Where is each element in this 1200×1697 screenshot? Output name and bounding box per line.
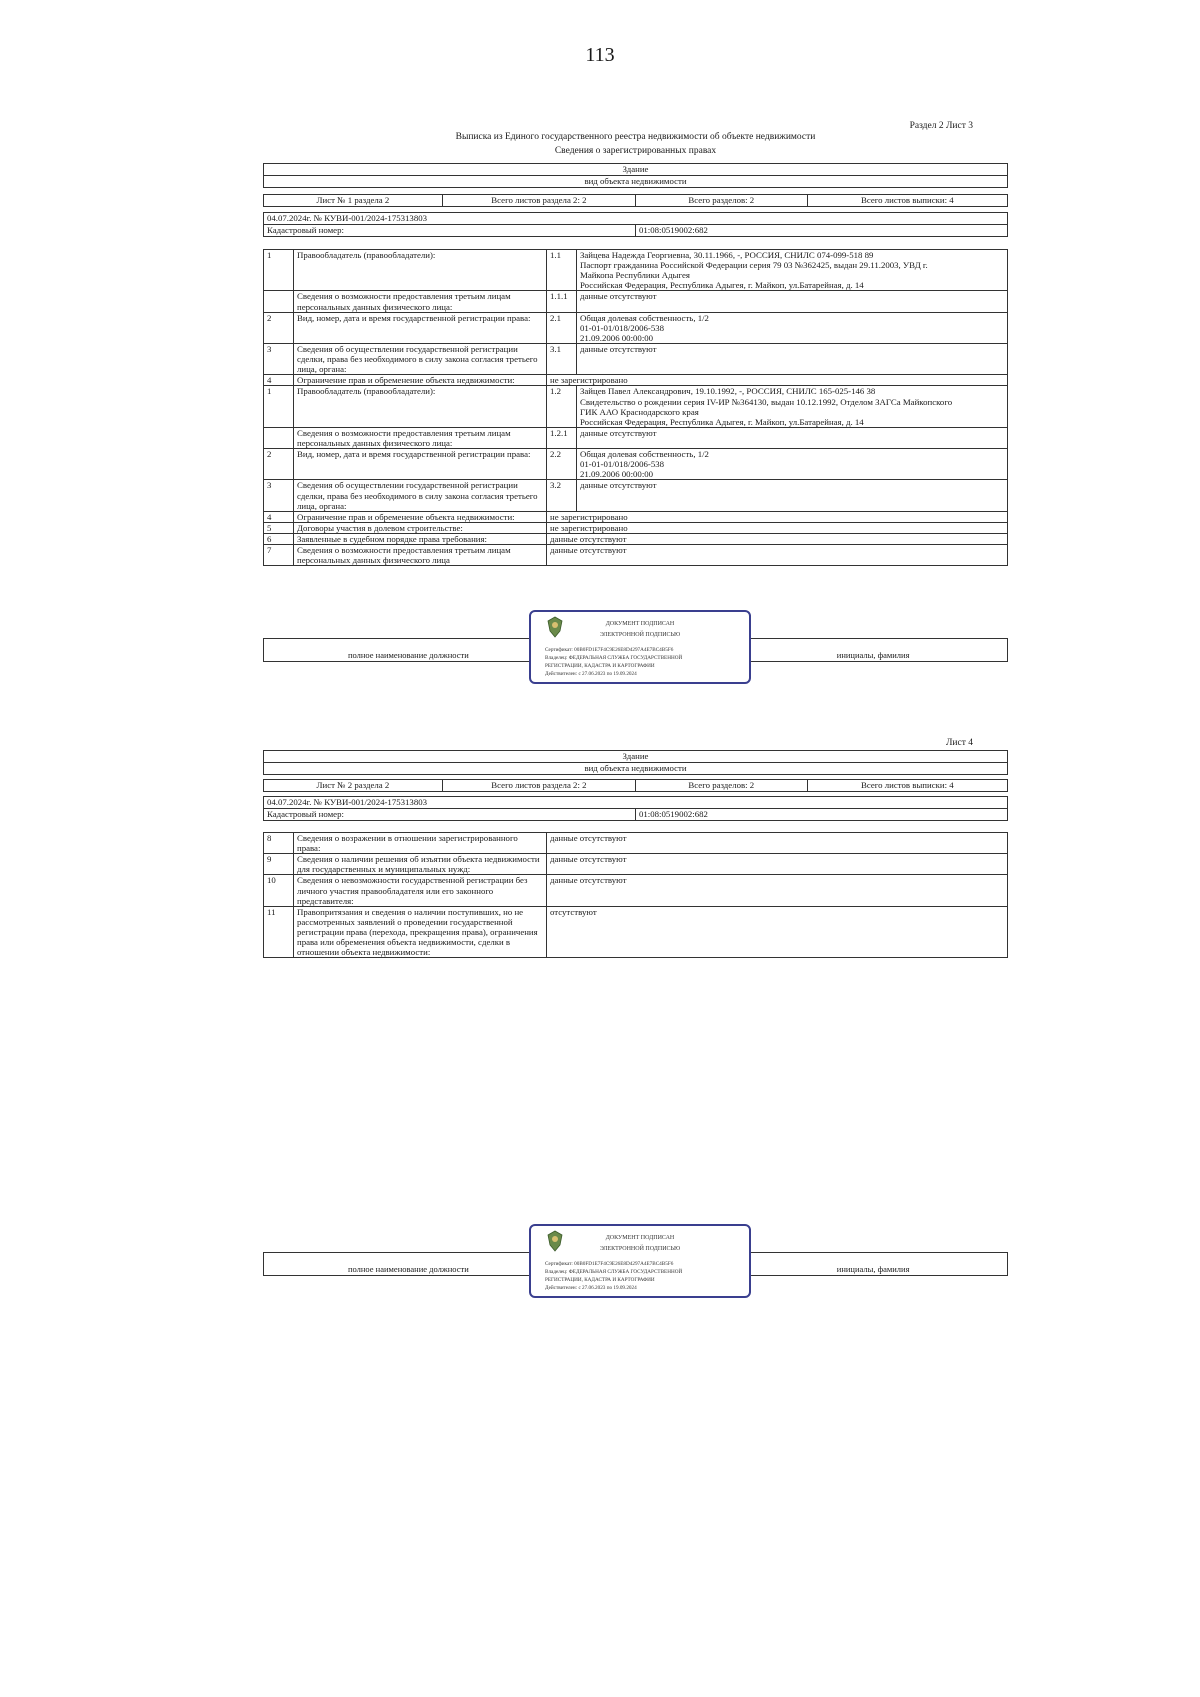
table-row: [264, 906, 1008, 958]
row-value-line: ГИК ААО Краснодарского края: [580, 406, 699, 417]
row-label: Сведения о наличии решения об изъятии объекта недвижимости для государственных и муниципальных нужд:: [294, 854, 547, 875]
row-code: 1.2.1: [547, 427, 577, 448]
sheet-info-cell: Всего разделов: 2: [635, 195, 807, 207]
row-value: данные отсутствуют: [547, 875, 1008, 906]
row-label: Заявленные в судебном порядке права требования:: [294, 533, 547, 544]
table-row: [264, 291, 1008, 312]
row-label: Сведения о возможности предоставления третьим лицам персональных данных физического лица: [294, 545, 547, 566]
row-label: Сведения о возможности предоставления третьим лицам персональных данных физического лица:: [294, 427, 547, 448]
row-value-line: данные отсутствуют: [580, 343, 657, 354]
row-value: отсутствуют: [547, 906, 1008, 958]
row-value: [547, 533, 1008, 544]
stamp-title: ДОКУМЕНТ ПОДПИСАН: [605, 1235, 675, 1241]
row-value-line: 21.09.2006 00:00:00: [580, 332, 654, 343]
row-label: Правообладатель (правообладатели):: [294, 250, 547, 291]
position-caption: полное наименование должности: [264, 1253, 554, 1276]
sheet3-cadastral-block: [263, 212, 1008, 237]
table-row: [264, 386, 1008, 427]
row-code: 3.2: [547, 480, 577, 511]
object-type-caption: вид объекта недвижимости: [264, 763, 1008, 775]
stamp-owner: РЕГИСТРАЦИИ, КАДАСТРА И КАРТОГРАФИИ: [545, 1277, 655, 1283]
table-row: [264, 854, 1008, 875]
stamp-title: ЭЛЕКТРОННОЙ ПОДПИСЬЮ: [599, 632, 681, 638]
table-row: [264, 833, 1008, 854]
row-value: данные отсутствуют: [547, 833, 1008, 854]
row-number: 6: [264, 533, 294, 544]
stamp-valid: Действителен: с 27.06.2023 по 19.09.2024: [545, 1285, 637, 1291]
row-code: 3.1: [547, 343, 577, 374]
sheet4-corner: Лист 4: [945, 738, 973, 748]
name-caption: инициалы, фамилия: [739, 639, 1008, 662]
table-row: [264, 511, 1008, 522]
row-label: Сведения об осуществлении государственной регистрации сделки, права без необходимого в силу закона согласия третьего лица, органа:: [294, 343, 547, 374]
row-value: [547, 375, 1008, 386]
sheet4-object-box: [263, 750, 1008, 775]
table-row: [264, 312, 1008, 343]
stamp-owner: РЕГИСТРАЦИИ, КАДАСТРА И КАРТОГРАФИИ: [545, 663, 655, 669]
row-value-line: данные отсутствуют: [580, 427, 657, 438]
row-value-line: 01-01-01/018/2006-538: [580, 459, 665, 470]
sheet4-rights-table: [263, 832, 1008, 958]
table-row: [264, 875, 1008, 906]
row-value: [577, 449, 1008, 480]
stamp-owner: Владелец: ФЕДЕРАЛЬНАЯ СЛУЖБА ГОСУДАРСТВЕННОЙ: [545, 655, 683, 661]
row-number: 5: [264, 522, 294, 533]
page-number: 113: [585, 44, 615, 66]
row-value-line: Паспорт гражданина Российской Федерации серия 79 03 №362425, выдан 29.11.2003, УВД г.: [580, 260, 928, 271]
row-value-line: данные отсутствуют: [550, 533, 627, 544]
row-number: 11: [264, 906, 294, 958]
row-value: [577, 386, 1008, 427]
sheet-info-cell: Всего листов выписки: 4: [807, 195, 1007, 207]
row-value-line: данные отсутствуют: [550, 545, 627, 556]
row-code: 1.2: [547, 386, 577, 427]
row-value: [547, 511, 1008, 522]
table-row: [264, 250, 1008, 291]
table-row: [264, 480, 1008, 511]
row-value-line: 01-01-01/018/2006-538: [580, 322, 665, 333]
row-label: Сведения об осуществлении государственной регистрации сделки, права без необходимого в силу закона согласия третьего лица, органа:: [294, 480, 547, 511]
row-number: 4: [264, 375, 294, 386]
row-number: 7: [264, 545, 294, 566]
row-value-line: данные отсутствуют: [580, 291, 657, 302]
row-value: [577, 343, 1008, 374]
row-label: Правообладатель (правообладатели):: [294, 386, 547, 427]
row-number: 3: [264, 343, 294, 374]
row-number: 2: [264, 449, 294, 480]
row-number: 1: [264, 386, 294, 427]
row-value-line: не зарегистрировано: [550, 522, 628, 533]
object-type: Здание: [264, 164, 1008, 176]
row-number: 9: [264, 854, 294, 875]
row-number: 4: [264, 511, 294, 522]
row-value-line: данные отсутствуют: [580, 480, 657, 491]
table-row: [264, 545, 1008, 566]
stamp-title: ЭЛЕКТРОННОЙ ПОДПИСЬЮ: [599, 1246, 681, 1252]
extract-title: Выписка из Единого государственного реестра недвижимости об объекте недвижимости: [455, 132, 816, 142]
sheet4-cadastral-block: [263, 796, 1008, 821]
sheet-info-cell: Всего листов раздела 2: 2: [442, 195, 635, 207]
row-value-line: Зайцева Надежда Георгиевна, 30.11.1966, -, РОССИЯ, СНИЛС 074-099-518 89: [580, 250, 874, 260]
table-row: [264, 343, 1008, 374]
sheet-info-cell: Лист № 1 раздела 2: [264, 195, 443, 207]
row-value-line: Свидетельство о рождении серия IV-ИР №364130, выдан 10.12.1992, Отделом ЗАГСа Майкопского: [580, 396, 953, 407]
e-signature-stamp: [529, 1224, 751, 1298]
row-number: 10: [264, 875, 294, 906]
sheet-info-cell: Лист № 2 раздела 2: [264, 780, 443, 792]
row-value-line: не зарегистрировано: [550, 375, 628, 386]
row-label: Сведения о невозможности государственной регистрации без личного участия правообладателя или его законного представителя:: [294, 875, 547, 906]
row-label: Вид, номер, дата и время государственной регистрации права:: [294, 312, 547, 343]
row-code: 2.1: [547, 312, 577, 343]
position-caption: полное наименование должности: [264, 639, 554, 662]
row-code: 1.1.1: [547, 291, 577, 312]
row-value-line: Общая долевая собственность, 1/2: [580, 449, 709, 460]
sheet3-corner: Раздел 2 Лист 3: [909, 121, 973, 131]
row-value: [547, 545, 1008, 566]
row-label: Сведения о возможности предоставления третьим лицам персональных данных физического лица:: [294, 291, 547, 312]
table-row: [264, 533, 1008, 544]
row-number: [264, 291, 294, 312]
stamp-valid: Действителен: с 27.06.2023 по 19.09.2024: [545, 671, 637, 677]
row-value-line: Общая долевая собственность, 1/2: [580, 312, 709, 323]
sheet-info-cell: Всего разделов: 2: [635, 780, 807, 792]
cadastral-number: 01:08:0519002:682: [636, 809, 1008, 821]
object-type: Здание: [264, 751, 1008, 763]
extract-date-number: 04.07.2024г. № КУВИ-001/2024-175313803: [264, 213, 1008, 225]
row-code: 2.2: [547, 449, 577, 480]
row-label: Сведения о возражении в отношении зарегистрированного права:: [294, 833, 547, 854]
cadastral-label: Кадастровый номер:: [264, 225, 636, 237]
sheet-info-cell: Всего листов раздела 2: 2: [442, 780, 635, 792]
row-value: [547, 522, 1008, 533]
row-value: [577, 291, 1008, 312]
row-label: Правопритязания и сведения о наличии поступивших, но не рассмотренных заявлений о проведении государственной регистрации права (перехода, прекращения права), ограничения права или обременения объекта недвижимости, сделки в отношении объекта недвижимости:: [294, 906, 547, 958]
sheet3-rights-table: [263, 249, 1008, 566]
row-value-line: не зарегистрировано: [550, 511, 628, 522]
row-label: Договоры участия в долевом строительстве:: [294, 522, 547, 533]
row-value: [577, 250, 1008, 291]
table-row: [264, 449, 1008, 480]
sheet3-sheet-info: [263, 194, 1008, 207]
row-value: [577, 427, 1008, 448]
stamp-owner: Владелец: ФЕДЕРАЛЬНАЯ СЛУЖБА ГОСУДАРСТВЕННОЙ: [545, 1269, 683, 1275]
row-value-line: Майкопа Республики Адыгея: [580, 270, 690, 281]
e-signature-stamp: [529, 610, 751, 684]
row-value: [577, 312, 1008, 343]
cadastral-number: 01:08:0519002:682: [636, 225, 1008, 237]
extract-date-number: 04.07.2024г. № КУВИ-001/2024-175313803: [264, 797, 1008, 809]
row-value-line: Зайцев Павел Александрович, 19.10.1992, -, РОССИЯ, СНИЛС 165-025-146 38: [580, 386, 876, 397]
object-type-caption: вид объекта недвижимости: [264, 176, 1008, 188]
row-number: 1: [264, 250, 294, 291]
table-row: [264, 427, 1008, 448]
row-label: Ограничение прав и обременение объекта недвижимости:: [294, 375, 547, 386]
row-number: 2: [264, 312, 294, 343]
stamp-cert: Сертификат: 00B0FD1E7F4C9E26E8D4297A4E7BC4B5F6: [545, 1261, 674, 1267]
stamp-title: ДОКУМЕНТ ПОДПИСАН: [605, 621, 675, 627]
sheet4-sheet-info: [263, 779, 1008, 792]
row-label: Вид, номер, дата и время государственной регистрации права:: [294, 449, 547, 480]
row-label: Ограничение прав и обременение объекта недвижимости:: [294, 511, 547, 522]
row-value-line: Российская Федерация, Республика Адыгея, г. Майкоп, ул.Батарейная, д. 14: [580, 416, 864, 427]
table-row: [264, 375, 1008, 386]
sheet-info-cell: Всего листов выписки: 4: [807, 780, 1007, 792]
stamp-cert: Сертификат: 00B0FD1E7F4C9E26E8D4297A4E7BC4B5F6: [545, 647, 674, 653]
cadastral-label: Кадастровый номер:: [264, 809, 636, 821]
row-code: 1.1: [547, 250, 577, 291]
table-row: [264, 522, 1008, 533]
row-value: [577, 480, 1008, 511]
row-value-line: 21.09.2006 00:00:00: [580, 469, 654, 480]
sheet3-object-box: [263, 163, 1008, 188]
row-value: данные отсутствуют: [547, 854, 1008, 875]
name-caption: инициалы, фамилия: [739, 1253, 1008, 1276]
row-number: 3: [264, 480, 294, 511]
extract-subtitle: Сведения о зарегистрированных правах: [554, 146, 717, 156]
row-value-line: Российская Федерация, Республика Адыгея, г. Майкоп, ул.Батарейная, д. 14: [580, 280, 864, 291]
row-number: 8: [264, 833, 294, 854]
row-number: [264, 427, 294, 448]
